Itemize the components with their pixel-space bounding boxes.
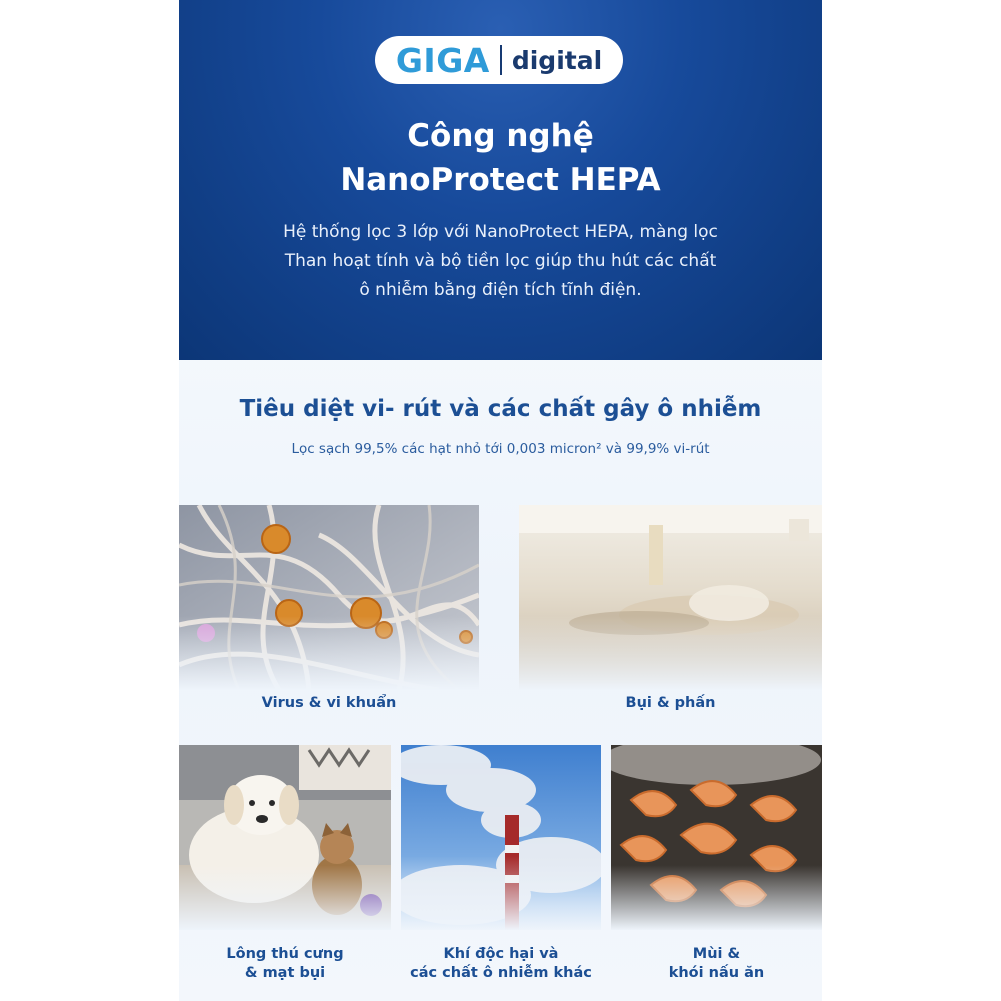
caption-line: Mùi & [692, 946, 741, 962]
pollution-image [401, 745, 601, 930]
tile-dust-caption [519, 694, 822, 713]
cooking-image [611, 745, 822, 930]
tile-pets-caption [179, 945, 391, 983]
tile-pollution-caption [401, 945, 601, 983]
virus-image [179, 505, 479, 690]
hero-title-line1: Công nghệ [407, 118, 594, 154]
hero-desc-line1: Hệ thống lọc 3 lớp với NanoProtect HEPA, màng lọc [283, 222, 718, 242]
caption-line: khói nấu ăn [668, 965, 765, 981]
hero-desc-line3: ô nhiễm bằng điện tích tĩnh điện. [359, 280, 642, 300]
caption-line: các chất ô nhiễm khác [410, 965, 592, 981]
brand-logo [375, 36, 623, 84]
caption-line: Bụi & phấn [625, 695, 716, 711]
hero-title [179, 114, 822, 202]
brand-divider [500, 45, 502, 75]
dust-image [519, 505, 822, 690]
pets-image [179, 745, 391, 930]
brand-name-sub: digital [511, 45, 603, 75]
hero-desc-line2: Than hoạt tính và bộ tiền lọc giúp thu hút các chất [284, 251, 717, 271]
tile-cooking-caption [611, 945, 822, 983]
section-title: Tiêu diệt vi- rút và các chất gây ô nhiễm [239, 396, 762, 422]
caption-line: Lông thú cưng [226, 946, 344, 962]
section-subtitle: Lọc sạch 99,5% các hạt nhỏ tới 0,003 micron² và 99,9% vi-rút [291, 441, 710, 457]
caption-line: Virus & vi khuẩn [261, 695, 397, 711]
infographic-panel [179, 0, 822, 1001]
brand-name-main: GIGA [395, 40, 490, 80]
hero-title-line2: NanoProtect HEPA [340, 162, 661, 198]
caption-line: Khí độc hại và [443, 946, 559, 962]
hero-banner [179, 0, 822, 360]
caption-line: & mạt bụi [244, 965, 326, 981]
hero-description [229, 218, 772, 305]
tile-virus-caption [179, 694, 479, 713]
